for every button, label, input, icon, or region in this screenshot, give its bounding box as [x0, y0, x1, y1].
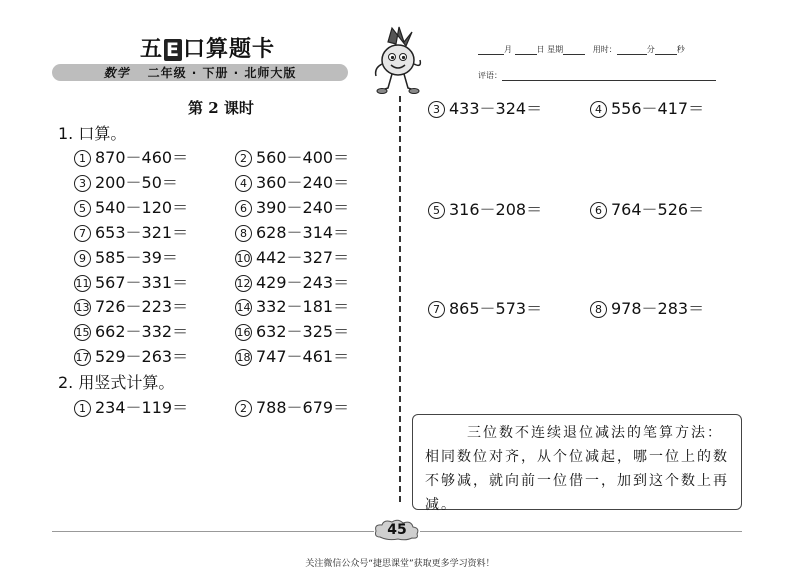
q2-item-8 — [590, 296, 704, 319]
item-number: 1 — [74, 400, 91, 417]
item-number: 10 — [236, 251, 251, 265]
seconds-label: 秒 — [676, 45, 685, 54]
item-expression: 390－240＝ — [256, 197, 350, 217]
item-number: 2 — [235, 150, 252, 167]
item-expression: 332－181＝ — [256, 297, 350, 317]
q1-item-2 — [235, 145, 349, 168]
item-number: 6 — [235, 200, 252, 217]
item-number: 15 — [75, 326, 90, 340]
q1-item-5 — [74, 195, 188, 218]
tip-line-2: 相同数位对齐，从个位减起，哪一位上的数不够减，就向前一位借一，加到这个数上再减。 — [425, 449, 729, 513]
comment-line — [478, 70, 716, 81]
item-number: 5 — [74, 200, 91, 217]
item-number: 3 — [428, 101, 445, 118]
item-number: 14 — [236, 301, 251, 315]
item-number: 3 — [74, 175, 91, 192]
page-number: 45 — [387, 522, 407, 538]
item-number: 18 — [236, 351, 251, 365]
card-title — [140, 32, 275, 63]
day-blank[interactable] — [515, 46, 537, 55]
item-number: 8 — [235, 225, 252, 242]
q1-item-11 — [74, 270, 188, 293]
title-suffix: 口算题卡 — [183, 37, 276, 62]
tip-box — [412, 414, 742, 513]
item-expression: 234－119＝ — [95, 398, 189, 417]
subject-banner — [52, 64, 348, 81]
item-expression: 585－39＝ — [95, 247, 178, 267]
item-expression: 442－327＝ — [256, 247, 350, 267]
item-expression: 978－283＝ — [611, 299, 705, 318]
comment-label: 评语： — [478, 71, 502, 80]
footnote: 关注微信公众号“捷思课堂”获取更多学习资料！ — [305, 559, 495, 569]
radish-mascot-icon — [368, 24, 426, 98]
item-expression: 429－243＝ — [256, 272, 350, 292]
item-expression: 632－325＝ — [256, 322, 350, 342]
weekday-label: 星期 — [547, 45, 564, 54]
item-expression: 567－331＝ — [95, 272, 189, 292]
month-blank[interactable] — [478, 46, 504, 55]
q1-item-13 — [74, 294, 188, 317]
q1-item-10 — [235, 245, 349, 268]
item-number: 4 — [235, 175, 252, 192]
q1-item-18 — [235, 344, 349, 367]
item-expression: 540－120＝ — [95, 197, 189, 217]
q1-item-16 — [235, 319, 349, 342]
item-number: 17 — [75, 351, 90, 365]
q2-item-6 — [590, 197, 704, 220]
item-number: 9 — [74, 250, 91, 267]
item-expression: 560－400＝ — [256, 148, 350, 167]
q1-item-4 — [235, 170, 349, 193]
weekday-blank[interactable] — [563, 46, 585, 55]
grade-info: 二年级 · 下册 · 北师大版 — [147, 66, 297, 80]
item-expression: 870－460＝ — [95, 148, 189, 167]
item-expression: 865－573＝ — [449, 299, 543, 318]
subject-label: 数学 — [103, 66, 130, 80]
item-number: 1 — [74, 150, 91, 167]
q1-item-15 — [74, 319, 188, 342]
item-number: 4 — [590, 101, 607, 118]
q1-item-14 — [235, 294, 349, 317]
page-number-badge — [374, 519, 420, 541]
item-expression: 360－240＝ — [256, 172, 350, 192]
day-label: 日 — [536, 45, 545, 54]
item-expression: 653－321＝ — [95, 222, 189, 242]
q1-item-17 — [74, 344, 188, 367]
title-letter: E — [166, 39, 180, 61]
q2-heading: 2. 用竖式计算。 — [58, 373, 175, 392]
item-expression: 529－263＝ — [95, 347, 189, 367]
tip-line-1: 三位数不连续退位减法的笔算方法： — [467, 425, 723, 441]
item-expression: 433－324＝ — [449, 99, 543, 118]
item-expression: 556－417＝ — [611, 99, 705, 118]
section-title: 第 2 课时 — [188, 99, 254, 117]
item-number: 5 — [428, 202, 445, 219]
q1-item-8 — [235, 220, 349, 243]
q2-item-5 — [428, 197, 542, 220]
q1-item-9 — [74, 245, 178, 268]
q2-item-7 — [428, 296, 542, 319]
q2-item-4 — [590, 96, 704, 119]
item-number: 11 — [75, 276, 90, 290]
minutes-blank[interactable] — [617, 46, 647, 55]
time-used-label: 用时： — [592, 45, 617, 54]
q1-item-1 — [74, 145, 188, 168]
item-number: 13 — [75, 301, 90, 315]
q2-item-1 — [74, 395, 188, 418]
item-expression: 628－314＝ — [256, 222, 350, 242]
month-label: 月 — [504, 45, 512, 54]
column-divider — [399, 96, 401, 502]
q1-item-7 — [74, 220, 188, 243]
item-expression: 764－526＝ — [611, 200, 705, 219]
item-number: 6 — [590, 202, 607, 219]
item-number: 12 — [236, 276, 251, 290]
item-expression: 316－208＝ — [449, 200, 543, 219]
title-prefix: 五 — [140, 37, 164, 62]
date-time-line — [478, 44, 685, 55]
item-expression: 200－50＝ — [95, 172, 178, 192]
q2-item-3 — [428, 96, 542, 119]
q1-item-6 — [235, 195, 349, 218]
item-number: 2 — [235, 400, 252, 417]
seconds-blank[interactable] — [655, 46, 677, 55]
item-number: 7 — [74, 225, 91, 242]
q1-heading: 1. 口算。 — [58, 124, 127, 143]
item-expression: 726－223＝ — [95, 297, 189, 317]
q1-item-12 — [235, 270, 349, 293]
item-expression: 788－679＝ — [256, 398, 350, 417]
item-number: 8 — [590, 301, 607, 318]
item-expression: 662－332＝ — [95, 322, 189, 342]
item-number: 16 — [236, 326, 251, 340]
minutes-label: 分 — [646, 45, 655, 54]
q2-item-2 — [235, 395, 349, 418]
q1-item-3 — [74, 170, 178, 193]
item-number: 7 — [428, 301, 445, 318]
comment-blank[interactable] — [502, 72, 716, 81]
item-expression: 747－461＝ — [256, 347, 350, 367]
